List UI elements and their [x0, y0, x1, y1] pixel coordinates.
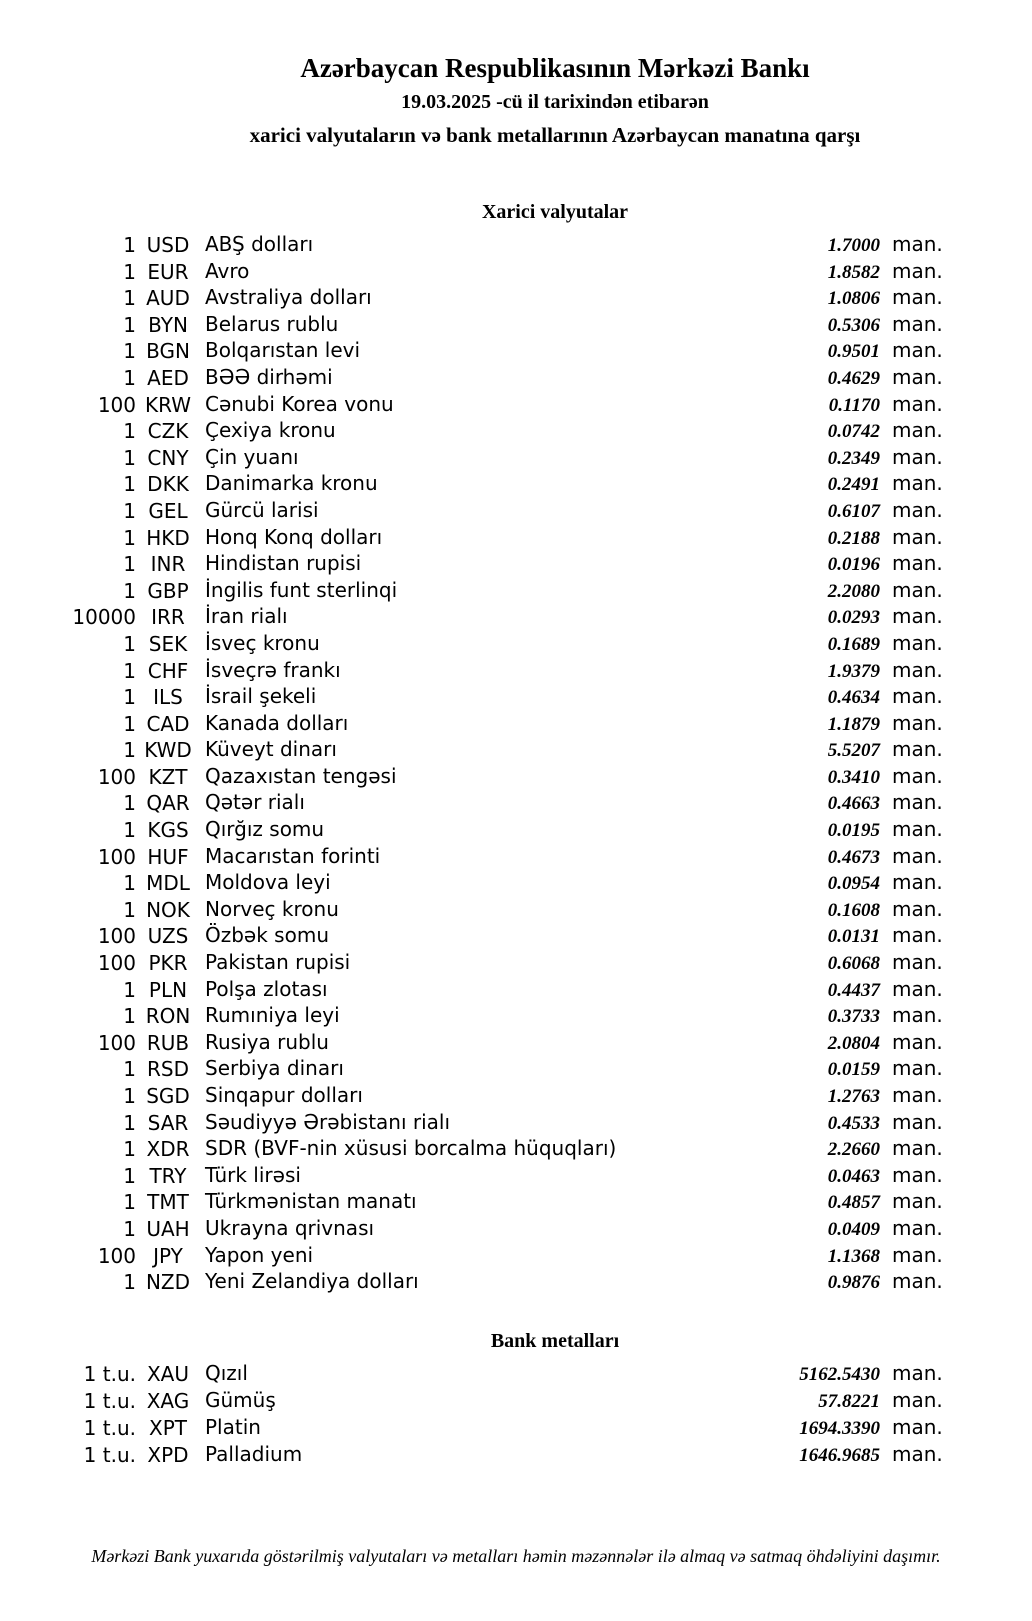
currency-row — [0, 550, 1032, 577]
currency-name: Qazaxıstan tengəsi — [205, 763, 397, 788]
metal-code: XPT — [149, 1415, 187, 1440]
metal-unit-label: man. — [892, 1441, 943, 1466]
currency-quantity: 100 — [97, 844, 136, 869]
currency-code: SEK — [148, 631, 188, 656]
currency-unit-label: man. — [892, 923, 943, 948]
currency-name: İngilis funt sterlinqi — [205, 577, 398, 602]
metal-code: XAU — [146, 1361, 190, 1386]
currency-unit-label: man. — [892, 1003, 943, 1028]
currency-quantity: 1 — [123, 259, 136, 284]
currency-code: IRR — [151, 605, 185, 630]
currency-quantity: 100 — [97, 392, 136, 417]
currency-quantity: 1 — [123, 631, 136, 656]
currency-unit-label: man. — [892, 391, 943, 416]
currency-rate: 0.2349 — [827, 447, 880, 469]
currency-row — [0, 683, 1032, 710]
currency-code: HKD — [146, 525, 190, 550]
currency-row — [0, 816, 1032, 843]
metal-row — [0, 1441, 1032, 1468]
page-subtitle: xarici valyutaların və bank metallarının Azərbaycan manatına qarşı — [249, 123, 861, 147]
currency-name: Macarıstan forinti — [205, 843, 381, 868]
currency-row — [0, 577, 1032, 604]
currency-unit-label: man. — [892, 1083, 943, 1107]
currency-unit-label: man. — [892, 1162, 943, 1187]
currency-code: PLN — [148, 977, 188, 1002]
metal-unit-label: man. — [892, 1360, 943, 1385]
currency-name: Türk lirəsi — [205, 1162, 301, 1187]
currency-quantity: 1 — [123, 1270, 136, 1295]
currency-code: RSD — [147, 1057, 189, 1082]
metal-name: Gümüş — [205, 1387, 276, 1412]
currency-rate: 0.2491 — [827, 474, 880, 496]
metal-quantity: 1 t.u. — [83, 1442, 136, 1467]
currency-unit-label: man. — [892, 497, 943, 522]
currency-quantity: 10000 — [72, 605, 136, 630]
currency-code: SGD — [146, 1084, 190, 1108]
currency-code: RON — [145, 1004, 191, 1029]
currency-name: Gürcü larisi — [205, 497, 319, 522]
currency-unit-label: man. — [892, 444, 943, 469]
currency-code: NOK — [146, 897, 190, 922]
currency-quantity: 1 — [123, 472, 136, 497]
currency-quantity: 1 — [123, 552, 136, 577]
currency-row — [0, 657, 1032, 684]
currency-unit-label: man. — [892, 232, 943, 256]
currency-name: BƏƏ dirhəmi — [205, 364, 333, 389]
currency-quantity: 1 — [123, 419, 136, 444]
currency-quantity: 1 — [123, 498, 136, 523]
currency-row — [0, 417, 1032, 444]
currency-rate: 0.4634 — [827, 687, 880, 709]
currency-name: Avro — [205, 258, 250, 283]
currency-quantity: 1 — [123, 1004, 136, 1029]
currency-quantity: 1 — [123, 738, 136, 763]
currency-rate: 0.0195 — [827, 820, 880, 842]
currency-code: BGN — [146, 339, 190, 364]
currency-rate: 0.6107 — [827, 500, 880, 522]
currency-name: Kanada dolları — [205, 710, 349, 735]
currency-code: TRY — [149, 1163, 187, 1188]
currency-quantity: 1 — [123, 1216, 136, 1241]
currency-unit-label: man. — [892, 1269, 943, 1294]
currency-unit-label: man. — [892, 843, 943, 868]
currency-quantity: 1 — [123, 897, 136, 922]
currency-unit-label: man. — [892, 1109, 943, 1134]
currency-row — [0, 1215, 1032, 1242]
currency-unit-label: man. — [892, 657, 943, 682]
currency-quantity: 1 — [123, 711, 136, 736]
currency-row — [0, 497, 1032, 524]
currency-rate: 0.3733 — [827, 1006, 880, 1028]
currencies-table — [0, 231, 1032, 1295]
currency-unit-label: man. — [892, 364, 943, 389]
currency-name: İsrail şekeli — [205, 684, 317, 709]
currency-row — [0, 1002, 1032, 1029]
currency-quantity: 1 — [123, 312, 136, 337]
currency-row — [0, 922, 1032, 949]
currency-row — [0, 603, 1032, 630]
metal-name: Qızıl — [205, 1360, 248, 1385]
currency-unit-label: man. — [892, 684, 943, 709]
currency-code: CAD — [146, 711, 190, 736]
currency-unit-label: man. — [892, 577, 943, 602]
currency-unit-label: man. — [892, 1189, 943, 1214]
currency-rate: 0.4673 — [827, 846, 880, 868]
currency-name: Çin yuanı — [205, 444, 299, 469]
currency-name: İran rialı — [205, 604, 288, 629]
currency-code: KWD — [144, 738, 192, 763]
currency-unit-label: man. — [892, 604, 943, 629]
currency-name: Qırğız somu — [205, 817, 325, 842]
currency-row — [0, 1135, 1032, 1162]
currency-rate: 1.1879 — [827, 713, 880, 735]
metal-rate: 1694.3390 — [799, 1417, 880, 1439]
currency-unit-label: man. — [892, 524, 943, 549]
currency-row — [0, 470, 1032, 497]
currency-name: Honq Konq dolları — [205, 524, 383, 549]
currency-quantity: 1 — [123, 791, 136, 816]
currency-name: Danimarka kronu — [205, 471, 378, 496]
header — [0, 0, 1032, 148]
currency-quantity: 1 — [123, 1057, 136, 1082]
currency-unit-label: man. — [892, 338, 943, 363]
currency-unit-label: man. — [892, 870, 943, 895]
currency-row — [0, 1188, 1032, 1215]
currency-quantity: 1 — [123, 365, 136, 390]
currency-quantity: 100 — [97, 1030, 136, 1055]
currency-name: Ukrayna qrivnası — [205, 1215, 375, 1240]
currency-unit-label: man. — [892, 763, 943, 788]
currency-row — [0, 789, 1032, 816]
currency-row — [0, 976, 1032, 1003]
currency-code: RUB — [146, 1030, 190, 1055]
currency-quantity: 1 — [123, 977, 136, 1002]
currency-name: Özbək somu — [205, 923, 329, 948]
currency-code: EUR — [147, 259, 189, 284]
currency-code: USD — [146, 233, 190, 257]
currency-code: AED — [147, 365, 189, 390]
currency-unit-label: man. — [892, 1029, 943, 1054]
page-title: Azərbaycan Respublikasının Mərkəzi Bankı — [300, 53, 810, 83]
currency-code: SAR — [147, 1110, 189, 1135]
currency-unit-label: man. — [892, 311, 943, 336]
currency-code: HUF — [147, 844, 189, 869]
currency-row — [0, 949, 1032, 976]
currency-name: ABŞ dolları — [205, 232, 314, 256]
currency-row — [0, 337, 1032, 364]
currency-rate: 1.0806 — [827, 288, 880, 310]
currency-row — [0, 843, 1032, 870]
currency-name: Cənubi Korea vonu — [205, 391, 394, 416]
currency-code: GEL — [148, 498, 188, 523]
currency-unit-label: man. — [892, 710, 943, 735]
currency-name: Qətər rialı — [205, 790, 305, 815]
currency-code: BYN — [148, 312, 188, 337]
metal-row — [0, 1360, 1032, 1387]
metals-table — [0, 1360, 1032, 1468]
currency-rate: 2.2660 — [827, 1139, 880, 1161]
currency-code: KZT — [148, 764, 188, 789]
currency-name: Serbiya dinarı — [205, 1056, 344, 1081]
currency-code: AUD — [146, 286, 190, 311]
currency-rate: 0.6068 — [827, 953, 880, 975]
metal-unit-label: man. — [892, 1387, 943, 1412]
currency-row — [0, 630, 1032, 657]
currency-quantity: 100 — [97, 1243, 136, 1268]
currency-rate: 0.0954 — [827, 873, 880, 895]
currency-name: Yeni Zelandiya dolları — [205, 1269, 419, 1294]
currency-row — [0, 364, 1032, 391]
currency-row — [0, 284, 1032, 311]
currency-quantity: 100 — [97, 924, 136, 949]
currency-unit-label: man. — [892, 976, 943, 1001]
currency-unit-label: man. — [892, 950, 943, 975]
currency-name: Yapon yeni — [205, 1242, 314, 1267]
currency-rate: 1.9379 — [827, 660, 880, 682]
currency-unit-label: man. — [892, 551, 943, 576]
currency-row — [0, 1268, 1032, 1295]
metal-unit-label: man. — [892, 1414, 943, 1439]
currency-quantity: 1 — [123, 233, 136, 257]
currency-name: Rumıniya leyi — [205, 1003, 340, 1028]
currency-rate: 5.5207 — [827, 740, 880, 762]
currency-code: CZK — [147, 419, 189, 444]
currency-quantity: 1 — [123, 658, 136, 683]
currency-quantity: 1 — [123, 286, 136, 311]
currency-name: Hindistan rupisi — [205, 551, 362, 576]
metal-quantity: 1 t.u. — [83, 1388, 136, 1413]
currency-unit-label: man. — [892, 418, 943, 443]
currencies-section-title: Xarici valyutalar — [481, 201, 629, 223]
currency-code: MDL — [146, 871, 190, 896]
currency-code: TMT — [147, 1190, 189, 1215]
currency-rate: 0.4857 — [827, 1192, 880, 1214]
currency-row — [0, 1109, 1032, 1136]
currency-name: Səudiyyə Ərəbistanı rialı — [205, 1109, 451, 1134]
currency-rate: 1.7000 — [827, 235, 880, 256]
currency-rate: 2.0804 — [827, 1032, 880, 1054]
metals-section-title: Bank metalları — [490, 1329, 620, 1352]
currency-name: İsveç kronu — [205, 630, 320, 655]
currency-code: KRW — [145, 392, 191, 417]
currency-rate: 0.4663 — [827, 793, 880, 815]
currency-code: XDR — [146, 1137, 190, 1162]
currency-code: INR — [150, 552, 186, 577]
currency-code: ILS — [153, 685, 183, 710]
currency-row — [0, 1082, 1032, 1109]
currency-code: QAR — [146, 791, 190, 816]
currency-name: Türkmənistan manatı — [205, 1189, 417, 1214]
currency-row — [0, 391, 1032, 418]
currency-rate: 0.1170 — [828, 394, 880, 416]
currency-row — [0, 258, 1032, 285]
currency-quantity: 1 — [123, 578, 136, 603]
currency-name: İsveçrə frankı — [205, 657, 341, 682]
currency-name: SDR (BVF-nin xüsusi borcalma hüquqları) — [205, 1136, 617, 1161]
currency-unit-label: man. — [892, 737, 943, 762]
currency-quantity: 1 — [123, 685, 136, 710]
currency-unit-label: man. — [892, 1056, 943, 1081]
currency-row — [0, 736, 1032, 763]
currency-name: Belarus rublu — [205, 311, 339, 336]
currency-quantity: 100 — [97, 764, 136, 789]
currency-name: Bolqarıstan levi — [205, 338, 361, 363]
currency-code: UAH — [146, 1216, 190, 1241]
currency-rate: 0.0196 — [827, 554, 880, 576]
currency-code: NZD — [145, 1270, 191, 1295]
currency-code: DKK — [147, 472, 189, 497]
currency-quantity: 1 — [123, 339, 136, 364]
currency-name: Norveç kronu — [205, 896, 339, 921]
currency-quantity: 1 — [123, 818, 136, 843]
currency-row — [0, 1242, 1032, 1269]
effective-date-line: 19.03.2025 -cü il tarixindən etibarən — [401, 91, 709, 113]
currency-unit-label: man. — [892, 1242, 943, 1267]
currency-row — [0, 444, 1032, 471]
metal-rate: 5162.5430 — [799, 1363, 880, 1385]
currency-unit-label: man. — [892, 1136, 943, 1161]
currency-unit-label: man. — [892, 630, 943, 655]
currency-rate: 0.5306 — [827, 314, 880, 336]
currency-unit-label: man. — [892, 285, 943, 310]
currency-code: UZS — [147, 924, 189, 949]
currency-name: Çexiya kronu — [205, 418, 336, 443]
currency-name: Sinqapur dolları — [205, 1083, 363, 1107]
currency-rate: 0.0159 — [827, 1059, 880, 1081]
currency-rate: 0.0131 — [827, 926, 880, 948]
currency-quantity: 100 — [97, 951, 136, 976]
metal-quantity: 1 t.u. — [83, 1361, 136, 1386]
currency-quantity: 1 — [123, 1163, 136, 1188]
currency-unit-label: man. — [892, 790, 943, 815]
currency-rate: 0.3410 — [827, 766, 880, 788]
obligation-note: Mərkəzi Bank yuxarıda göstərilmiş valyutaları və metalları həmin məzənnələr ilə almaq və satmaq öhdəliyini daşımır. — [91, 1545, 941, 1566]
currency-rate: 0.9876 — [827, 1272, 880, 1294]
currency-row — [0, 710, 1032, 737]
currency-code: CNY — [147, 445, 189, 470]
currency-row — [0, 1029, 1032, 1056]
currency-row — [0, 1162, 1032, 1189]
metal-name: Platin — [205, 1414, 261, 1439]
currency-code: KGS — [147, 818, 189, 843]
currency-rate: 0.0409 — [827, 1218, 880, 1240]
currency-name: Küveyt dinarı — [205, 737, 337, 762]
currency-unit-label: man. — [892, 896, 943, 921]
currency-name: Pakistan rupisi — [205, 950, 351, 975]
metal-row — [0, 1387, 1032, 1414]
currency-name: Rusiya rublu — [205, 1029, 329, 1054]
currency-rate: 1.8582 — [827, 261, 880, 283]
currency-rate: 0.9501 — [827, 341, 880, 363]
currency-row — [0, 1055, 1032, 1082]
currency-quantity: 1 — [123, 525, 136, 550]
currency-unit-label: man. — [892, 471, 943, 496]
currency-row — [0, 869, 1032, 896]
currency-quantity: 1 — [123, 1110, 136, 1135]
currency-row — [0, 524, 1032, 551]
currency-code: GBP — [147, 578, 189, 603]
metal-name: Palladium — [205, 1441, 303, 1466]
currency-row — [0, 311, 1032, 338]
currency-rate: 0.2188 — [827, 527, 880, 549]
currency-unit-label: man. — [892, 258, 943, 283]
currency-quantity: 1 — [123, 871, 136, 896]
currency-name: Moldova leyi — [205, 870, 331, 895]
currency-rate: 0.1608 — [827, 899, 880, 921]
currency-row — [0, 896, 1032, 923]
metal-code: XPD — [147, 1442, 189, 1467]
currency-rate: 0.4629 — [827, 367, 880, 389]
currency-code: PKR — [148, 951, 188, 976]
currency-code: JPY — [153, 1243, 183, 1268]
currency-row — [0, 763, 1032, 790]
metal-rate: 57.8221 — [818, 1390, 880, 1412]
currency-rate: 1.2763 — [827, 1086, 880, 1107]
metal-code: XAG — [146, 1388, 190, 1413]
currency-unit-label: man. — [892, 817, 943, 842]
currency-unit-label: man. — [892, 1215, 943, 1240]
currency-quantity: 1 — [123, 1190, 136, 1215]
currency-row — [0, 231, 1032, 258]
currency-quantity: 1 — [123, 445, 136, 470]
currency-rate: 0.0463 — [827, 1165, 880, 1187]
currency-name: Polşa zlotası — [205, 976, 328, 1001]
currency-rate: 0.4533 — [827, 1112, 880, 1134]
metal-row — [0, 1414, 1032, 1441]
currency-quantity: 1 — [123, 1084, 136, 1108]
metal-quantity: 1 t.u. — [83, 1415, 136, 1440]
currency-name: Avstraliya dolları — [205, 285, 372, 310]
currency-rate: 0.0293 — [827, 607, 880, 629]
currency-rate: 0.4437 — [827, 979, 880, 1001]
currency-code: CHF — [147, 658, 189, 683]
currency-rate: 2.2080 — [827, 580, 880, 602]
currency-rate: 1.1368 — [827, 1245, 880, 1267]
currency-rate: 0.0742 — [827, 421, 880, 443]
metal-rate: 1646.9685 — [799, 1444, 880, 1466]
currency-quantity: 1 — [123, 1137, 136, 1162]
currency-rate: 0.1689 — [827, 633, 880, 655]
